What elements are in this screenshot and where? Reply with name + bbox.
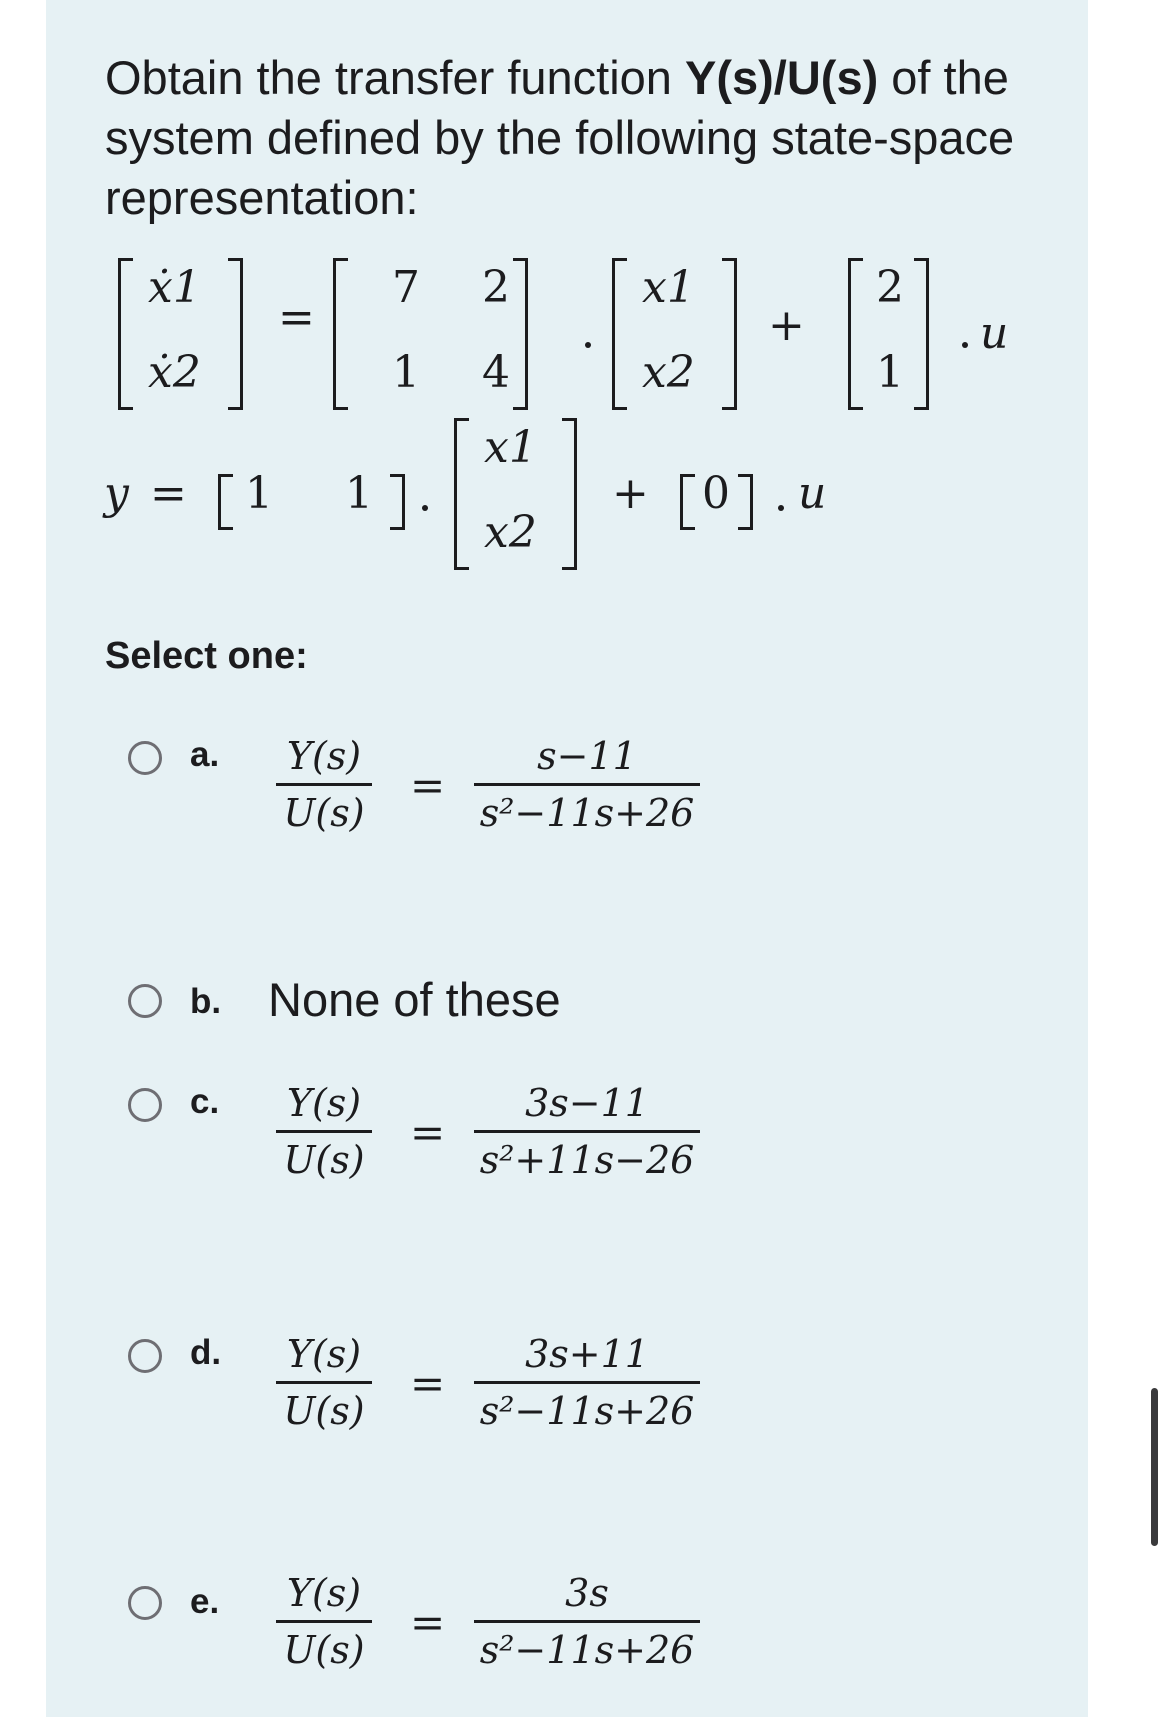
option-d-lhs-bar — [276, 1381, 372, 1384]
option-a-rhs-bar — [474, 783, 700, 786]
output-x-right-bracket — [562, 418, 577, 570]
output-equals-sign: = — [150, 468, 187, 519]
option-c-rhs-bar — [474, 1130, 700, 1133]
lhs-left-bracket — [118, 258, 133, 410]
d-matrix-value: 0 — [702, 468, 730, 519]
option-e-rhs-numerator: 3s — [565, 1571, 609, 1615]
option-c-rhs-fraction — [474, 1078, 700, 1185]
option-a-lhs-numerator: Y(s) — [286, 734, 362, 778]
output-input-u: u — [798, 468, 827, 519]
option-a-equals-sign: = — [410, 761, 446, 810]
a-matrix-11: 7 — [392, 262, 420, 313]
x-vector-x2: x2 — [642, 347, 695, 398]
lhs-x2-dot: ẋ2 — [148, 347, 201, 398]
c-matrix-left-bracket — [218, 474, 233, 530]
question-text — [105, 48, 1055, 228]
state-equals-sign: = — [278, 292, 315, 343]
x-vector-left-bracket — [612, 258, 627, 410]
b-vector-left-bracket — [848, 258, 863, 410]
option-c-lhs-fraction — [276, 1078, 372, 1185]
output-input-dot — [778, 505, 784, 511]
output-multiply-dot — [422, 505, 428, 511]
option-a-rhs-fraction — [474, 731, 700, 838]
d-matrix-left-bracket — [680, 474, 695, 530]
question-text-end: of the system defined by the following state-space representation: — [105, 51, 1015, 224]
option-c-radio[interactable] — [128, 1088, 162, 1122]
option-e-letter: e. — [190, 1582, 220, 1621]
option-a[interactable] — [128, 735, 1028, 855]
option-a-rhs-denominator: s²−11s+26 — [479, 791, 695, 835]
option-e-lhs-numerator: Y(s) — [286, 1571, 362, 1615]
output-y: y — [104, 468, 129, 519]
option-d-rhs-bar — [474, 1381, 700, 1384]
option-b-radio[interactable] — [128, 984, 162, 1018]
option-c-lhs-numerator: Y(s) — [286, 1081, 362, 1125]
a-matrix-12: 2 — [482, 262, 510, 313]
option-d-lhs-denominator: U(s) — [283, 1389, 365, 1433]
output-plus-sign: + — [612, 468, 649, 519]
option-c-rhs-denominator: s²+11s−26 — [479, 1138, 695, 1182]
select-one-label: Select one: — [105, 635, 308, 677]
option-e-lhs-denominator: U(s) — [283, 1628, 365, 1672]
option-d-rhs-numerator: 3s+11 — [525, 1332, 649, 1376]
option-d-letter: d. — [190, 1333, 222, 1372]
option-e-equals-sign: = — [410, 1598, 446, 1647]
option-c-rhs-numerator: 3s−11 — [525, 1081, 649, 1125]
option-a-lhs-denominator: U(s) — [283, 791, 365, 835]
option-e-lhs-bar — [276, 1620, 372, 1623]
lhs-x1-dot: ẋ1 — [148, 262, 201, 313]
b-vector-2: 1 — [876, 347, 904, 398]
c-matrix-2: 1 — [345, 468, 373, 519]
option-d-equals-sign: = — [410, 1359, 446, 1408]
option-e-lhs-fraction — [276, 1568, 372, 1675]
option-e-rhs-fraction — [474, 1568, 700, 1675]
scrollbar[interactable] — [1151, 1388, 1158, 1546]
b-vector-right-bracket — [914, 258, 929, 410]
option-d-lhs-fraction — [276, 1329, 372, 1436]
option-a-letter: a. — [190, 735, 220, 774]
d-matrix-right-bracket — [738, 474, 753, 530]
a-matrix-left-bracket — [333, 258, 348, 410]
option-e[interactable] — [128, 1572, 1028, 1692]
a-matrix-21: 1 — [392, 347, 420, 398]
option-d-rhs-denominator: s²−11s+26 — [479, 1389, 695, 1433]
option-e-rhs-denominator: s²−11s+26 — [479, 1628, 695, 1672]
option-a-lhs-bar — [276, 783, 372, 786]
option-c[interactable] — [128, 1082, 1028, 1202]
option-e-radio[interactable] — [128, 1586, 162, 1620]
state-input-u: u — [980, 308, 1009, 359]
x-vector-right-bracket — [722, 258, 737, 410]
option-b-letter: b. — [190, 982, 222, 1021]
option-c-lhs-bar — [276, 1130, 372, 1133]
lhs-right-bracket — [228, 258, 243, 410]
question-card — [46, 0, 1088, 1717]
option-e-rhs-bar — [474, 1620, 700, 1623]
c-matrix-right-bracket — [390, 474, 405, 530]
state-plus-sign: + — [768, 300, 805, 351]
input-multiply-dot — [962, 342, 968, 348]
question-transfer-function: Y(s)/U(s) — [685, 51, 879, 104]
output-x-left-bracket — [454, 418, 469, 570]
output-x1: x1 — [484, 422, 537, 473]
option-c-equals-sign: = — [410, 1108, 446, 1157]
option-c-lhs-denominator: U(s) — [283, 1138, 365, 1182]
c-matrix-1: 1 — [245, 468, 273, 519]
question-text-start: Obtain the transfer function — [105, 51, 685, 104]
option-a-radio[interactable] — [128, 741, 162, 775]
option-d-rhs-fraction — [474, 1329, 700, 1436]
option-b[interactable] — [128, 972, 1028, 1032]
x-vector-x1: x1 — [642, 262, 695, 313]
output-x2: x2 — [484, 507, 537, 558]
a-matrix-right-bracket — [513, 258, 528, 410]
option-c-letter: c. — [190, 1082, 220, 1121]
b-vector-1: 2 — [876, 262, 904, 313]
a-matrix-22: 4 — [482, 347, 510, 398]
multiply-dot — [585, 342, 591, 348]
option-a-lhs-fraction — [276, 731, 372, 838]
option-b-text: None of these — [268, 973, 561, 1026]
option-d-radio[interactable] — [128, 1339, 162, 1373]
option-d-lhs-numerator: Y(s) — [286, 1332, 362, 1376]
option-a-rhs-numerator: s−11 — [537, 734, 637, 778]
option-d[interactable] — [128, 1333, 1028, 1453]
